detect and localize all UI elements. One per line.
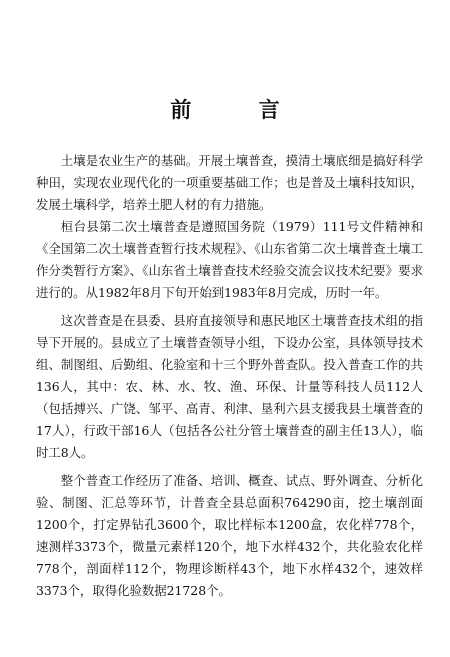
preface-body bbox=[36, 150, 423, 602]
paragraph-1: 土壤是农业生产的基础。开展土壤普查，摸清土壤底细是搞好科学种田，实现农业现代化的一项重要基础工作；也是普及土壤科技知识，发展土壤科学，培养土肥人材的有力措施。 bbox=[36, 153, 423, 212]
paragraph-4: 整个普查工作经历了准备、培训、概查、试点、野外调查、分析化验、制图、汇总等环节，计普查全县总面积764290亩，挖土壤剖面1200个，打定界钻孔3600个，取比样标本1200盒，农化样778个，速测样3373个，微量元素样120个，地下水样432个，共化验农化样778个，剖面样112个，物理诊断样43个，地下水样432个，速效样3373个，取得化验数据21728个。 bbox=[36, 473, 423, 598]
page-title: 前 言 bbox=[170, 97, 310, 122]
paragraph-3: 这次普查是在县委、县府直接领导和惠民地区土壤普查技术组的指导下开展的。县成立了土壤普查领导小组，下设办公室，具体领导技术组、制图组、后勤组、化验室和十三个野外普查队。投入普查工作的共136人，其中：农、林、水、牧、渔、环保、计量等科技人员112人（包括搏兴、广饶、邹平、高青、利津、垦利六县支援我县土壤普查的17人），行政干部16人（包括各公社分管土壤普查的副主任13人），临时工8人。 bbox=[36, 313, 423, 460]
paragraph-2: 桓台县第二次土壤普查是遵照国务院（1979）111号文件精神和《全国第二次土壤普查暂行技术规程》、《山东省第二次土壤普查土壤工作分类暂行方案》、《山东省土壤普查技术经验交流会议技术纪要》要求进行的。从1982年8月下旬开始到1983年8月完成，历时一年。 bbox=[36, 219, 423, 300]
